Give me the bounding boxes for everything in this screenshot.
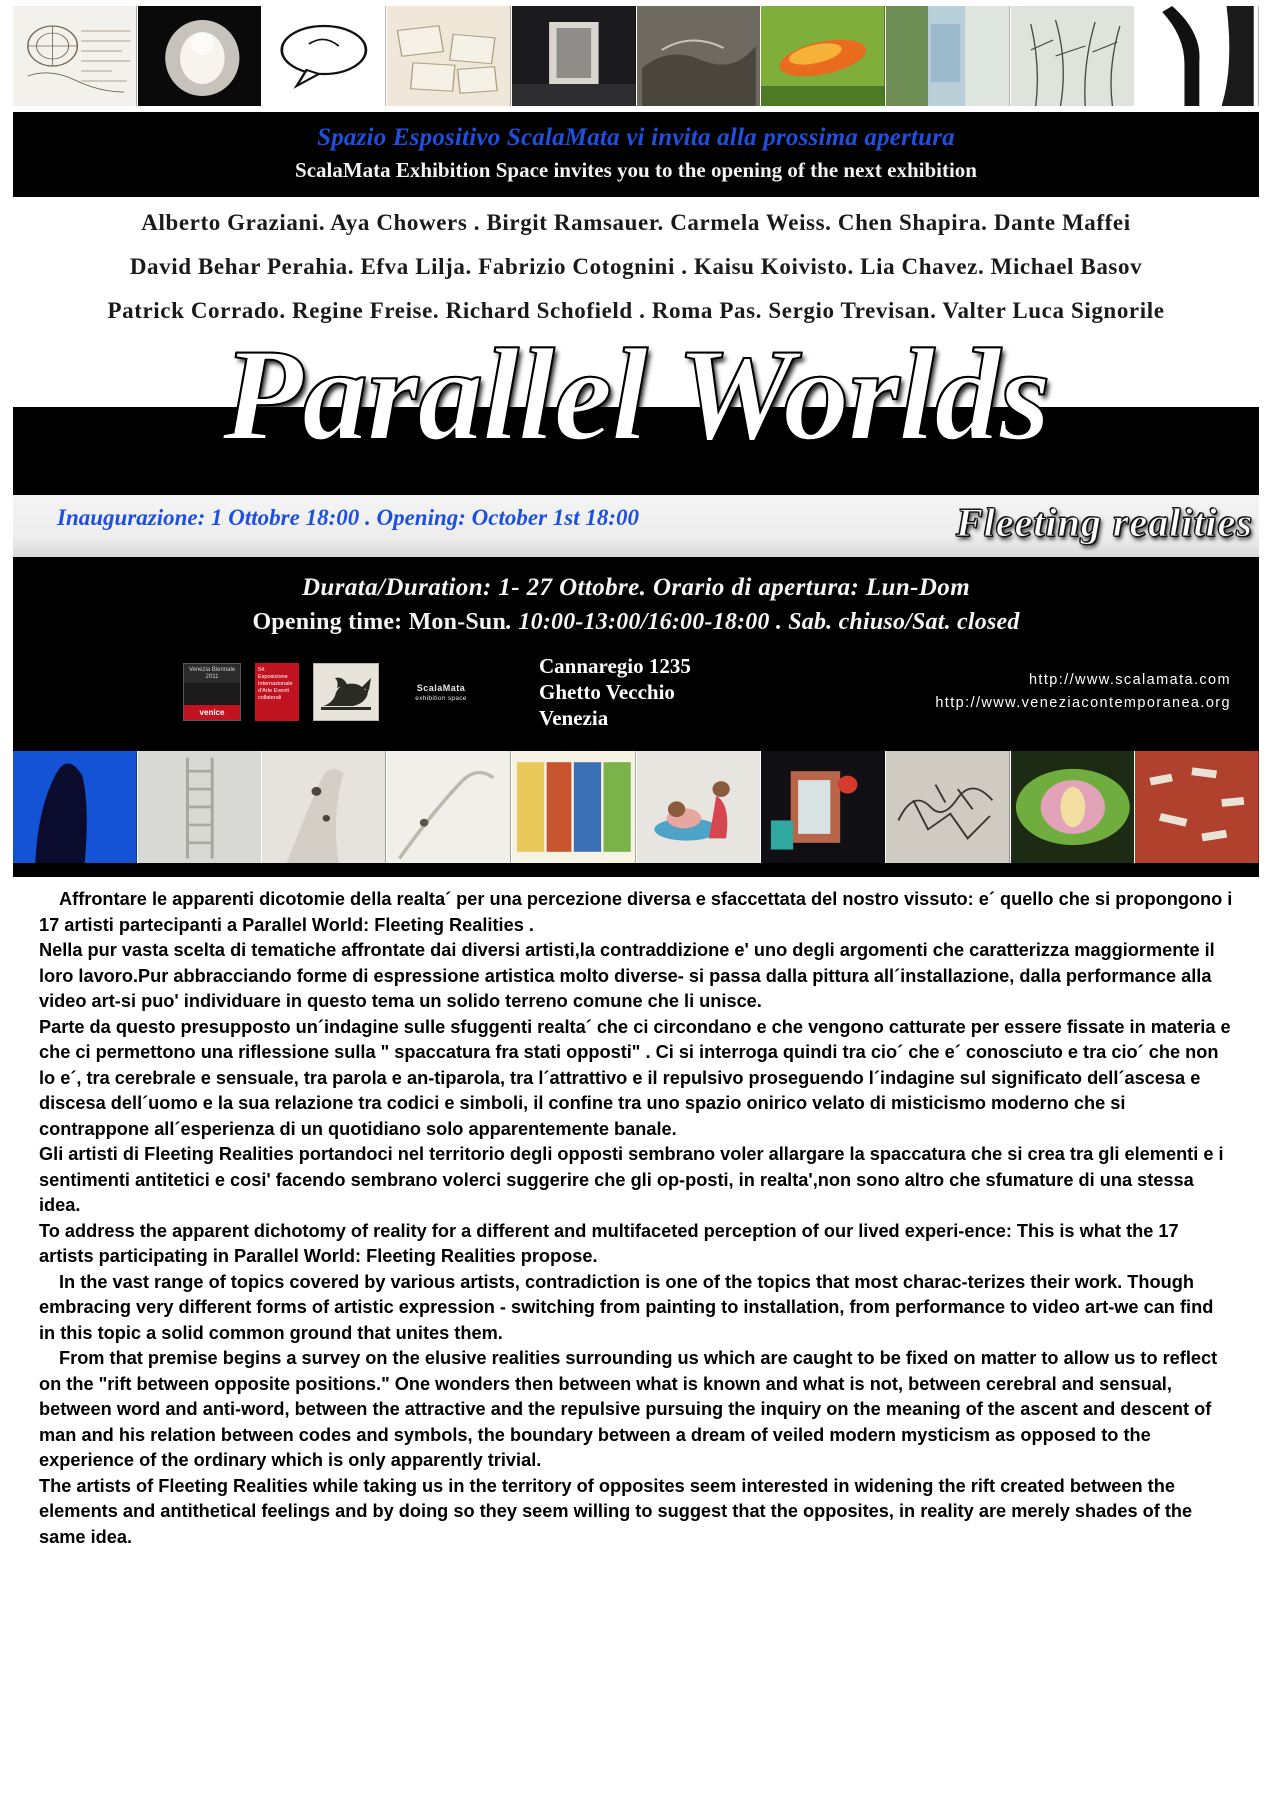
artwork-thumbnail	[637, 6, 762, 106]
invitation-italian: Spazio Espositivo ScalaMata vi invita alla prossima apertura	[317, 124, 955, 151]
scalamata-logo-subtitle: exhibition space	[415, 694, 467, 702]
exhibition-title-block	[13, 320, 1259, 495]
artwork-thumbnail	[262, 6, 387, 106]
paragraph-it-4: Gli artisti di Fleeting Realities portandoci nel territorio degli opposti sembrano voler allargare la spaccatura che si crea tra gli elementi e i sentimenti antitetici e cosi' facendo sembrano volerci suggerire che gli op-posti, in realta',non sono altro che sfumature di una stessa idea.	[39, 1144, 1224, 1216]
venice-logo	[183, 663, 241, 721]
artwork-thumbnail	[1011, 751, 1136, 863]
artwork-thumbnail	[138, 751, 263, 863]
artwork-thumbnail	[1011, 6, 1136, 106]
opening-hours-label: Opening time: Mon-Sun	[252, 609, 507, 636]
artwork-thumbnail	[13, 751, 138, 863]
opening-hours-line	[13, 606, 1259, 638]
artwork-thumbnail	[886, 6, 1011, 106]
scalamata-logo	[393, 663, 489, 721]
paragraph-en-2: In the vast range of topics covered by various artists, contradiction is one of the topics that most charac-terizes their work. Though embracing very different forms of artistic expression - switching from painting to installation, from performance to video art-we can find in this topic a solid common ground that unites them.	[39, 1271, 1214, 1343]
opening-hours-value: . 10:00-13:00/16:00-18:00 . Sab. chiuso/Sat. closed	[506, 609, 1020, 636]
opening-datetime: Inaugurazione: 1 Ottobre 18:00 . Opening: October 1st 18:00	[57, 504, 640, 530]
artist-list	[13, 201, 1259, 333]
artwork-strip-top	[13, 6, 1259, 106]
address-line-1: Cannaregio 1235	[539, 653, 691, 678]
strip-bottom-padding	[13, 863, 1259, 877]
exhibition-flyer	[0, 6, 1272, 1590]
scalamata-logo-name: ScalaMata	[416, 682, 466, 693]
artist-row: Patrick Corrado. Regine Freise. Richard Schofield . Roma Pas. Sergio Trevisan. Valter Luca Signorile	[107, 297, 1165, 323]
exhibition-subtitle: Fleeting realities	[956, 499, 1253, 545]
paragraph-it-1: Affrontare le apparenti dicotomie della realta´ per una percezione diversa e sfaccettata del nostro vissuto: e´ quello che si propongono i 17 artisti partecipanti a Parallel World: Fleeting Realities .	[39, 889, 1233, 935]
artwork-thumbnail	[387, 751, 512, 863]
paragraph-en-3: From that premise begins a survey on the elusive realities surrounding us which are caught to be fixed on matter to allow us to reflect on the "rift between opposite positions." One wonders then between what is known and what is not, between cerebral and sensual, between word and anti-word, between the attractive and the repulsive pursuing the inquiry on the meaning of the ascent and descent of man and his relation between codes and symbols, the boundary between a dream of veiled modern mysticism as opposed to the experience of the ordinary which is only apparently trivial.	[39, 1348, 1218, 1471]
artwork-strip-bottom	[13, 751, 1259, 863]
paragraph-en-4: The artists of Fleeting Realities while taking us in the territory of opposites seem interested in widening the rift created between the elements and antithetical feelings and by doing so they seem willing to suggest that the opposites, in reality are merely shades of the same idea.	[39, 1475, 1193, 1547]
artist-row: Alberto Graziani. Aya Chowers . Birgit Ramsauer. Carmela Weiss. Chen Shapira. Dante Maffei	[141, 209, 1131, 235]
artwork-thumbnail	[637, 751, 762, 863]
invitation-band	[13, 112, 1259, 197]
artwork-thumbnail	[387, 6, 512, 106]
paragraph-it-3: Parte da questo presupposto un´indagine sulle sfuggenti realta´ che ci circondano e che vengono catturate per essere fissate in materia e che ci permettono una riflessione sulla " spaccatura fra stati opposti" . Ci si interroga quindi tra cio´ che e´ conosciuto e tra cio´ che non lo e´, tra cerebrale e sensuale, tra parola e an-tiparola, tra l´attrattivo e il repulsivo proseguendo l´indagine sul significato dell´ascesa e discesa dell´uomo e la sua relazione tra codici e simboli, il confine tra uno spazio onirico velato di misticismo moderno che si contrappone all´esperienza di un quotidiano solo apparentemente banale.	[39, 1016, 1231, 1139]
opening-band	[13, 495, 1259, 557]
duration-line: Durata/Duration: 1- 27 Ottobre. Orario di apertura: Lun-Dom	[301, 573, 971, 601]
invitation-english: ScalaMata Exhibition Space invites you to the opening of the next exhibition	[295, 158, 977, 183]
artwork-thumbnail	[1135, 6, 1259, 106]
artwork-thumbnail	[886, 751, 1011, 863]
logos-and-address-row	[13, 639, 1259, 742]
artwork-thumbnail	[761, 751, 886, 863]
url-scalamata[interactable]: http://www.scalamata.com	[1028, 671, 1231, 688]
artwork-thumbnail	[262, 751, 387, 863]
address-line-2: Ghetto Vecchio	[539, 679, 675, 704]
artwork-thumbnail	[761, 6, 886, 106]
artwork-thumbnail	[138, 6, 263, 106]
artwork-thumbnail	[13, 6, 138, 106]
artwork-thumbnail	[512, 751, 637, 863]
paragraph-en-1: To address the apparent dichotomy of reality for a different and multifaceted perception of our lived experi-ence: This is what the 17 artists participating in Parallel World: Fleeting Realities propose.	[39, 1220, 1179, 1267]
venice-logo-top-text: Venezia Biennale 2011	[184, 664, 240, 683]
biennale-logo-text: 54. Esposizione Internazionale d'Arte Eventi collaterali	[255, 663, 299, 721]
url-veneziacontemporanea[interactable]: http://www.veneziacontemporanea.org	[935, 695, 1231, 712]
lion-of-venice-logo-icon	[313, 663, 379, 721]
biennale-logo	[255, 663, 299, 721]
address-line-3: Venezia	[539, 706, 609, 731]
exhibition-info-band	[13, 557, 1259, 752]
artist-row: David Behar Perahia. Efva Lilja. Fabrizio Cotognini . Kaisu Koivisto. Lia Chavez. Michael Basov	[129, 253, 1143, 279]
venice-logo-bottom-text: venice	[184, 705, 240, 720]
page-title: Parallel Worlds	[222, 320, 1050, 468]
venue-address	[539, 653, 691, 732]
website-urls	[935, 669, 1231, 715]
artwork-thumbnail	[512, 6, 637, 106]
exhibition-description	[13, 887, 1259, 1590]
artwork-thumbnail	[1135, 751, 1259, 863]
paragraph-it-2: Nella pur vasta scelta di tematiche affrontate dai diversi artisti,la contraddizione e' uno degli argomenti che caratterizza maggiormente il loro lavoro.Pur abbracciando forme di espressione artistica molto diverse- si passa dalla pittura all´installazione, dalla performance alla video art-si puo' individuare in questo tema un solido terreno comune che li unisce.	[39, 940, 1215, 1012]
